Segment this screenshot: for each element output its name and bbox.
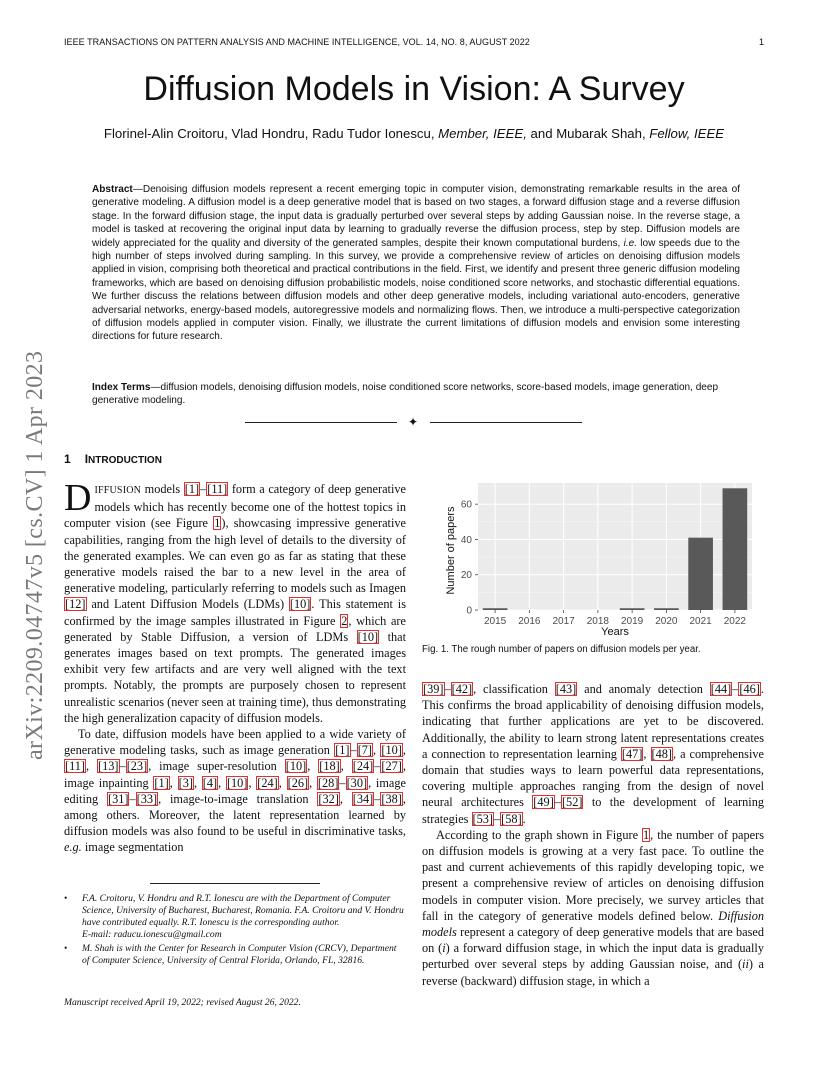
text-run: . This confirms the broad applicability of denoising diffusion models, indicating that further applications are yet to be discovered. Additionally, the ability to learn strong latent representations creates a connection to representation learning [422, 682, 764, 761]
footnote-bullet: • [64, 893, 68, 904]
citation-link[interactable]: [34] [352, 791, 374, 806]
author-role-1: Member, IEEE, [438, 126, 527, 141]
section-number: 1 [64, 452, 71, 466]
x-tick-label: 2022 [723, 616, 746, 627]
citation-link[interactable]: [58] [501, 811, 522, 826]
text-run: – [129, 791, 136, 806]
y-axis-label: Number of papers [445, 506, 457, 595]
text-run: To date, diffusion models have been applied to a wide variety of generative modeling tasks, such as image generation [64, 727, 406, 758]
text-run: , among others. Moreover, the latent representation learned by diffusion models was also found to be useful in discriminative tasks, [64, 791, 406, 839]
author-list [0, 126, 828, 141]
y-tick-label: 40 [460, 534, 472, 546]
citation-link[interactable]: [47] [621, 746, 643, 761]
text-run: , [218, 775, 226, 790]
y-tick-label: 60 [460, 499, 472, 511]
citation-link[interactable]: [28] [317, 775, 339, 790]
text-run: and Latent Diffusion Models (LDMs) [86, 597, 289, 612]
text-run: image segmentation [81, 840, 184, 855]
footnotes [64, 893, 406, 970]
text-run: – [350, 743, 357, 758]
section-heading [64, 452, 162, 466]
text-run: ) a reverse (backward) diffusion stage, in which a [422, 957, 764, 988]
citation-link[interactable]: [26] [287, 775, 309, 790]
citation-link[interactable]: [12] [65, 597, 86, 612]
citation-link[interactable]: [3] [178, 775, 193, 790]
citation-link[interactable]: [44] [710, 682, 732, 696]
text-run: – [339, 775, 346, 790]
citation-link[interactable]: [46] [739, 682, 760, 696]
intro-paragraph-4 [422, 827, 764, 989]
divider-line-left [245, 422, 397, 423]
manuscript-note: Manuscript received April 19, 2022; revised August 26, 2022. [64, 997, 301, 1008]
arxiv-identifier-stamp[interactable]: arXiv:2209.04747v5 [cs.CV] 1 Apr 2023 [22, 350, 48, 760]
abstract-label: Abstract [92, 184, 133, 195]
x-tick-label: 2019 [621, 616, 644, 627]
bar-2020 [654, 608, 679, 610]
intro-paragraph-1-body [64, 477, 407, 725]
paper-title: Diffusion Models in Vision: A Survey [143, 70, 685, 108]
citation-link[interactable]: [11] [207, 482, 228, 496]
citation-link[interactable]: [24] [257, 775, 278, 790]
bar-2022 [723, 488, 748, 610]
section-title-rest: NTRODUCTION [88, 455, 162, 466]
figure-ref-link[interactable]: 2 [341, 613, 348, 628]
text-run: – [732, 682, 739, 696]
authors-part-2: and Mubarak Shah, [526, 126, 650, 141]
text-run: , [278, 775, 287, 790]
citation-link[interactable]: [1] [335, 743, 350, 758]
citation-link[interactable]: [18] [319, 759, 340, 774]
citation-link[interactable]: [13] [98, 759, 119, 774]
text-run: – [374, 791, 381, 806]
section-first-letter: I [84, 452, 89, 466]
text-run: models [141, 482, 184, 496]
abstract-text-2: low speeds due to the high number of steps involved during sampling. In this survey, we provide a comprehensive review of articles on denoising diffusion models applied in vision, comprising both theoretical and practical contributions in the field. First, we identify and present three generic diffusion modeling frameworks, which are based on denoising diffusion probabilistic models, noise conditioned score networks, and stochastic differential equations. We further discuss the relations between diffusion models and other deep generative models, including variational auto-encoders, generative adversarial networks, energy-based models, autoregressive models and normalizing flows. Then, we introduce a multi-perspective categorization of diffusion models applied in computer vision. Finally, we illustrate the current limitations of diffusion models and envision some interesting directions for future research. [92, 237, 740, 343]
abstract-ie: i.e. [623, 237, 638, 249]
text-run: form a category of deep generative models which has recently become one of the hottest topics in computer vision (see Figure [64, 482, 406, 531]
bar-2021 [688, 538, 713, 610]
text-run: , [248, 775, 257, 790]
text-run: , a comprehensive domain that studies ways to learn powerful data representations, covering multiple approaches ranging from the design of novel neural architectures [422, 746, 764, 810]
citation-link[interactable]: [23] [126, 759, 148, 774]
citation-link[interactable]: [11] [65, 759, 86, 774]
index-terms-text: —diffusion models, denoising diffusion models, noise conditioned score networks, score-based models, image generation, deep generative modeling. [92, 382, 719, 407]
bar-2015 [483, 608, 508, 610]
intro-lead-word: IFFUSION [94, 485, 142, 496]
text-run: represent a category of deep generative models that are based on ( [422, 925, 764, 956]
index-terms-label: Index Terms [92, 382, 151, 393]
citation-link[interactable]: [10] [381, 743, 402, 758]
section-divider [245, 415, 585, 429]
text-run: , [402, 743, 406, 758]
abstract-text: —Denoising diffusion models represent a recent emerging topic in computer vision, demonstrating remarkable results in the area of generative modeling. A diffusion model is a deep generative model that is based on two stages, a forward diffusion stage and a reverse diffusion stage. In the forward diffusion stage, the input data is gradually perturbed over several steps by adding Gaussian noise. In the reverse stage, a model is tasked at recovering the original input data by learning to gradually reverse the diffusion process, step by step. Diffusion models are widely appreciated for the quality and diversity of the generated samples, despite their known computational burdens, [92, 184, 740, 249]
text-run: , [169, 775, 178, 790]
text-run: , the number of papers on diffusion models is growing at a very fast pace. To outline the past and current achievements of this rapidly developing topic, we present a comprehensive review of articles on denoising diffusion models in computer vision. More precisely, we survey articles that fall in the category of generative models defined below. [422, 827, 764, 923]
right-column [422, 681, 764, 989]
citation-link[interactable]: [48] [651, 746, 672, 761]
footnote-bullet: • [64, 943, 68, 955]
text-run: that generates images based on text prompts. The generated images exhibit very few artifacts and are very well aligned with the text prompts. Notably, the prompts are purposely chosen to represent unrealistic scenarios (never seen at training time), thus demonstrating the high generalization capacity of diffusion models. [64, 629, 407, 725]
x-tick-label: 2020 [655, 616, 678, 627]
text-run: . [522, 811, 526, 826]
intro-paragraph-1 [64, 477, 407, 726]
citation-link[interactable]: [33] [136, 791, 158, 806]
citation-link[interactable]: [43] [555, 682, 577, 696]
text-run: , [307, 759, 319, 774]
intro-paragraph-2-body [64, 727, 406, 854]
y-tick-label: 0 [466, 605, 472, 617]
left-column [64, 477, 407, 856]
emphasis-text: Diffusion models [422, 908, 764, 940]
citation-link[interactable]: [24] [352, 759, 374, 774]
footnote-affiliation-2 [64, 943, 406, 967]
x-tick-label: 2017 [552, 616, 575, 627]
intro-paragraph-3-body [422, 682, 764, 826]
text-run: – [494, 811, 501, 826]
text-run: According to the graph shown in Figure [436, 827, 642, 842]
text-run: , [339, 791, 352, 806]
page-number: 1 [758, 37, 764, 47]
intro-paragraph-4-body [422, 828, 764, 988]
text-run: – [119, 759, 126, 774]
running-header: IEEE TRANSACTIONS ON PATTERN ANALYSIS AND MACHINE INTELLIGENCE, VOL. 14, NO. 8, AUGUST 2022 [64, 37, 530, 47]
figure-ref-link[interactable]: 1 [643, 827, 650, 842]
text-run: , which are generated by Stable Diffusion, a version of LDMs [64, 613, 406, 644]
papers-per-year-chart [422, 475, 764, 635]
index-terms [92, 381, 740, 408]
citation-link[interactable]: [38] [381, 791, 402, 806]
text-run: , [340, 759, 352, 774]
footnote-text: M. Shah is with the Center for Research in Computer Vision (CRCV), Department of Computer Science, University of Central Florida, Orlando, FL, 32816. [82, 943, 397, 967]
divider-line-right [430, 422, 582, 423]
y-tick-label: 20 [460, 570, 472, 582]
citation-link[interactable]: [10] [357, 629, 379, 644]
text-run: – [444, 682, 451, 696]
citation-link[interactable]: [7] [357, 743, 373, 758]
figure-ref-link[interactable]: 1 [214, 516, 221, 531]
text-run: , image editing [64, 775, 406, 806]
text-run: , image-to-image translation [158, 791, 318, 806]
citation-link[interactable]: [49] [533, 795, 554, 810]
citation-link[interactable]: [42] [451, 682, 473, 696]
text-run: to the development of learning strategies [422, 795, 764, 826]
authors-part-1: Florinel-Alin Croitoru, Vlad Hondru, Radu Tudor Ionescu, [103, 126, 439, 141]
x-axis-label: Years [601, 626, 629, 635]
citation-link[interactable]: [31] [107, 791, 129, 806]
citation-link[interactable]: [10] [289, 597, 311, 612]
footnote-text: F.A. Croitoru, V. Hondru and R.T. Ionescu are with the Department of Computer Science, University of Bucharest, Bucharest, Romania. F.A. Croitoru and V. Hondru have contributed equally. R.T. Ionescu is the corresponding author. [82, 893, 404, 929]
x-tick-label: 2021 [689, 616, 712, 627]
citation-link[interactable]: [27] [381, 759, 402, 774]
dropcap-letter: D [64, 477, 92, 519]
intro-paragraph-3 [422, 681, 764, 827]
text-run: , [193, 775, 202, 790]
citation-link[interactable]: [10] [285, 759, 307, 774]
intro-paragraph-2 [64, 726, 406, 856]
divider-star-icon: ✦ [408, 415, 419, 429]
citation-link[interactable]: [53] [472, 811, 494, 826]
text-run: , [309, 775, 317, 790]
citation-link[interactable]: [39] [423, 682, 444, 696]
text-run: – [554, 795, 561, 810]
citation-link[interactable]: [32] [318, 791, 339, 806]
footnote-rule [150, 883, 320, 884]
text-run: , classification [473, 682, 555, 696]
emphasis-text: i [442, 941, 446, 956]
bar-2019 [620, 608, 645, 610]
text-run: , image inpainting [64, 759, 406, 790]
citation-link[interactable]: [4] [202, 775, 218, 790]
text-run: – [200, 482, 207, 496]
citation-link[interactable]: [52] [561, 795, 583, 810]
footnote-affiliation-1 [64, 893, 406, 941]
text-run: , [86, 759, 98, 774]
x-tick-label: 2016 [518, 616, 541, 627]
footnote-email[interactable]: E-mail: raducu.ionescu@gmail.com [82, 929, 222, 941]
abstract [92, 183, 740, 344]
text-run: – [374, 759, 381, 774]
emphasis-text: e.g. [64, 840, 82, 855]
figure-caption: Fig. 1. The rough number of papers on diffusion models per year. [422, 644, 701, 655]
text-run: , [643, 746, 651, 761]
text-run: , image super-resolution [148, 759, 285, 774]
citation-link[interactable]: [1] [154, 775, 169, 790]
text-run: ) a forward diffusion stage, in which the input data is gradually perturbed over several steps by adding Gaussian noise, and ( [422, 941, 764, 972]
text-run: . This statement is confirmed by the image samples illustrated in Figure [64, 597, 406, 628]
citation-link[interactable]: [10] [226, 775, 248, 790]
text-run: ), showcasing impressive generative capabilities, ranging from the high level of details to the diversity of the generated examples. We can even go as far as stating that these generative models raised the bar to a new level in the area of generative modeling, particularly referring to models such as Imagen [64, 516, 406, 596]
emphasis-text: ii [742, 957, 749, 972]
citation-link[interactable]: [30] [346, 775, 368, 790]
x-tick-label: 2015 [484, 616, 507, 627]
text-run: and anomaly detection [577, 682, 710, 696]
citation-link[interactable]: [1] [184, 482, 200, 496]
author-role-2: Fellow, IEEE [649, 126, 725, 141]
text-run: , [373, 743, 381, 758]
x-tick-label: 2018 [586, 616, 609, 627]
